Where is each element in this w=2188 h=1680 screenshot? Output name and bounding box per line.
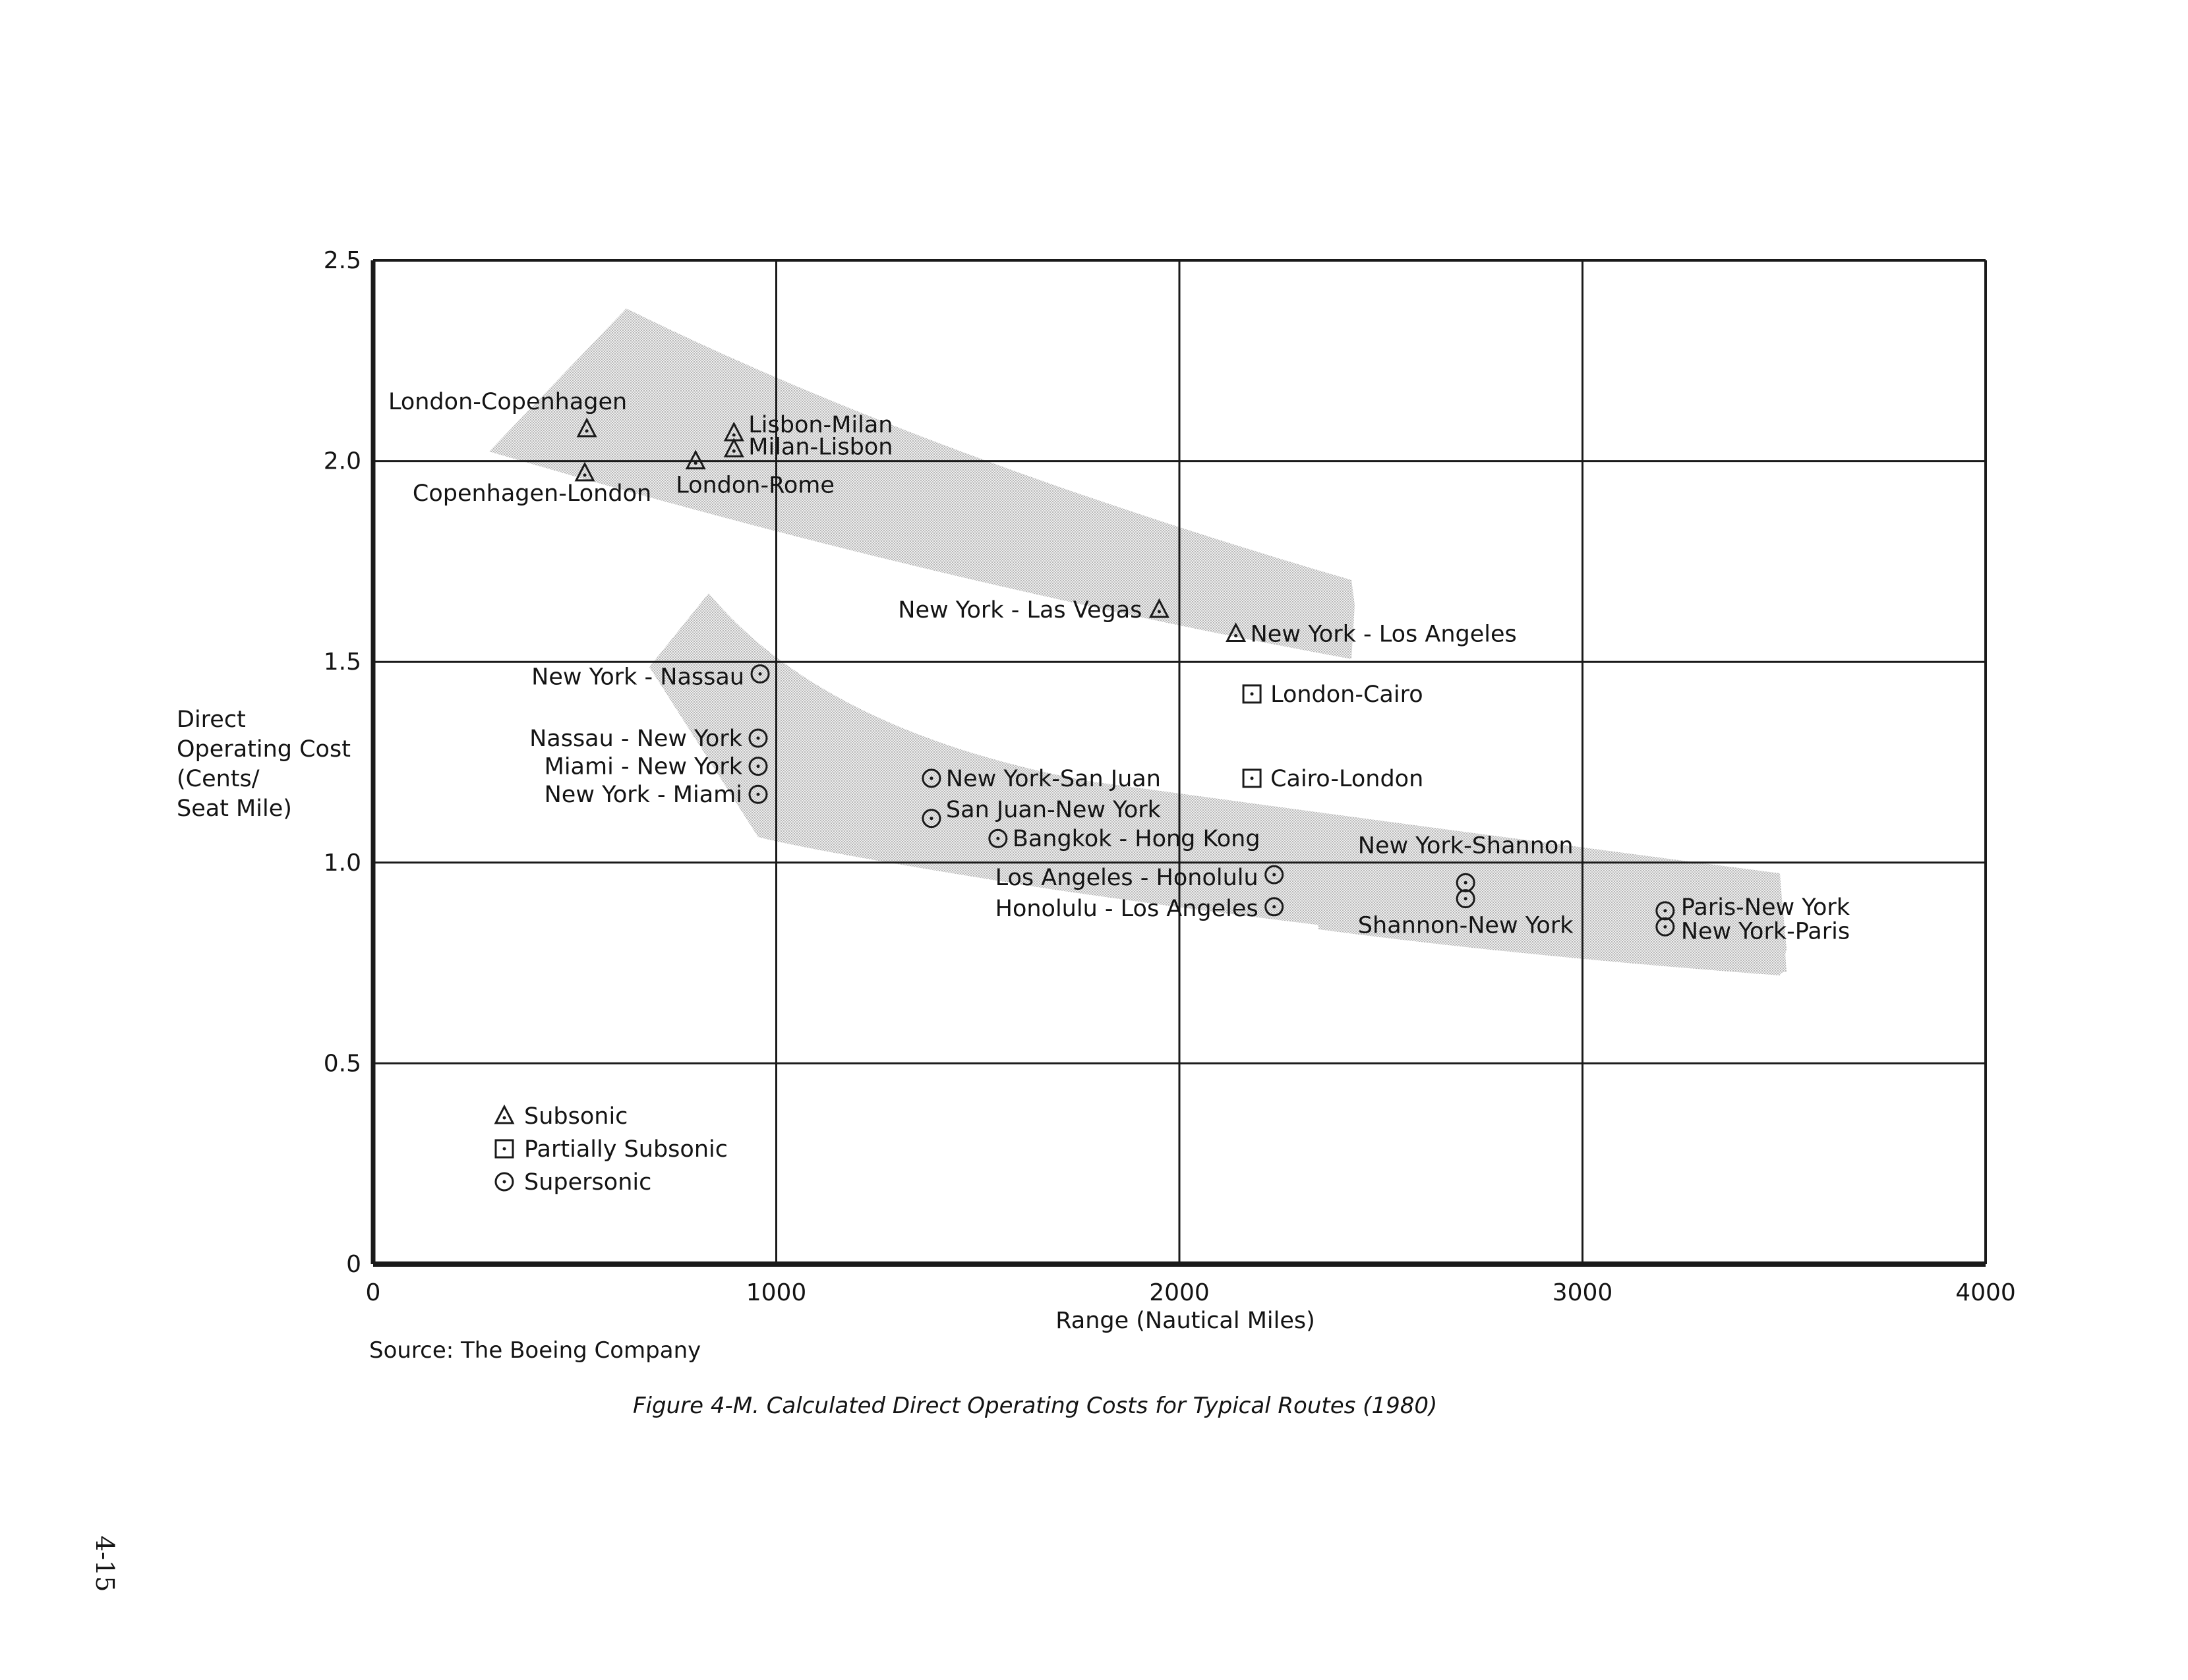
data-point-label: Bangkok - Hong Kong	[1012, 826, 1260, 853]
y-axis-label-line: Seat Mile)	[177, 796, 292, 822]
x-axis-label: Range (Nautical Miles)	[1055, 1308, 1315, 1334]
data-point	[388, 389, 627, 436]
data-point	[1243, 681, 1423, 708]
x-tick-label: 2000	[1149, 1279, 1210, 1306]
data-point-label: New York-Paris	[1680, 918, 1850, 945]
legend-entry	[496, 1103, 628, 1130]
square-dot-icon	[496, 1140, 513, 1157]
legend	[496, 1103, 728, 1196]
data-point-label: New York - Miami	[544, 782, 742, 809]
data-point-label: Paris-New York	[1680, 894, 1850, 921]
data-point-label: Honolulu - Los Angeles	[995, 895, 1258, 922]
figure-caption: Figure 4-M. Calculated Direct Operating Costs for Typical Routes (1980)	[633, 1393, 1438, 1419]
legend-entry	[496, 1136, 728, 1163]
data-point	[923, 766, 1161, 792]
square-marker-icon	[1243, 770, 1260, 787]
legend-label: Subsonic	[524, 1103, 628, 1130]
data-point-label: Copenhagen-London	[412, 480, 652, 507]
y-tick-label: 1.0	[323, 849, 361, 877]
x-tick-label: 4000	[1955, 1279, 2016, 1306]
data-point-label: Los Angeles - Honolulu	[995, 865, 1258, 892]
data-point-label: New York - Los Angeles	[1250, 621, 1517, 648]
legend-label: Supersonic	[524, 1169, 652, 1196]
data-point	[990, 826, 1260, 852]
y-tick-label: 1.5	[323, 649, 361, 676]
y-axis-label-line: Operating Cost	[177, 736, 351, 763]
data-point	[725, 434, 893, 460]
data-point-label: London-Rome	[676, 472, 835, 499]
data-point	[545, 754, 767, 780]
data-point-label: Shannon-New York	[1357, 912, 1574, 939]
data-point	[1243, 766, 1423, 792]
data-point-label: San Juan-New York	[945, 796, 1161, 823]
data-point	[529, 726, 767, 752]
data-point	[995, 896, 1283, 922]
data-point	[545, 782, 767, 808]
data-point-label: Cairo-London	[1270, 765, 1424, 792]
source-note: Source: The Boeing Company	[369, 1337, 701, 1364]
circle-dot-icon	[496, 1173, 513, 1190]
data-point-label: Lisbon-Milan	[748, 411, 893, 438]
data-point	[995, 865, 1283, 891]
data-point-label: Miami - New York	[544, 753, 742, 780]
data-point	[898, 597, 1168, 623]
data-point-label: London-Copenhagen	[388, 388, 628, 415]
triangle-icon	[496, 1107, 513, 1123]
y-tick-label: 2.5	[323, 247, 361, 274]
data-point	[531, 664, 769, 690]
data-point-label: Milan-Lisbon	[748, 434, 893, 461]
x-tick-label: 3000	[1552, 1279, 1613, 1306]
data-point-label: London-Cairo	[1270, 681, 1423, 708]
y-tick-label: 0.5	[323, 1050, 361, 1078]
data-point	[1227, 622, 1517, 648]
y-tick-label: 0	[346, 1251, 361, 1278]
page-number: 4-15	[90, 1536, 119, 1592]
y-axis-label	[177, 707, 351, 822]
data-point-label: New York-Shannon	[1357, 832, 1574, 859]
y-axis-label-line: (Cents/	[177, 766, 260, 792]
square-marker-icon	[1243, 685, 1260, 703]
data-point-label: New York - Nassau	[531, 664, 745, 691]
x-tick-label: 1000	[746, 1279, 807, 1306]
data-point	[1657, 894, 1850, 921]
data-point	[1657, 918, 1850, 944]
x-tick-label: 0	[365, 1279, 381, 1306]
legend-entry	[496, 1169, 651, 1196]
y-tick-label: 2.0	[323, 448, 361, 475]
data-point-label: New York - Las Vegas	[898, 597, 1142, 624]
y-axis-label-line: Direct	[177, 707, 246, 733]
data-point-label: Nassau - New York	[529, 725, 742, 752]
data-point-label: New York-San Juan	[945, 765, 1161, 792]
data-point	[923, 797, 1162, 827]
legend-label: Partially Subsonic	[524, 1136, 728, 1163]
